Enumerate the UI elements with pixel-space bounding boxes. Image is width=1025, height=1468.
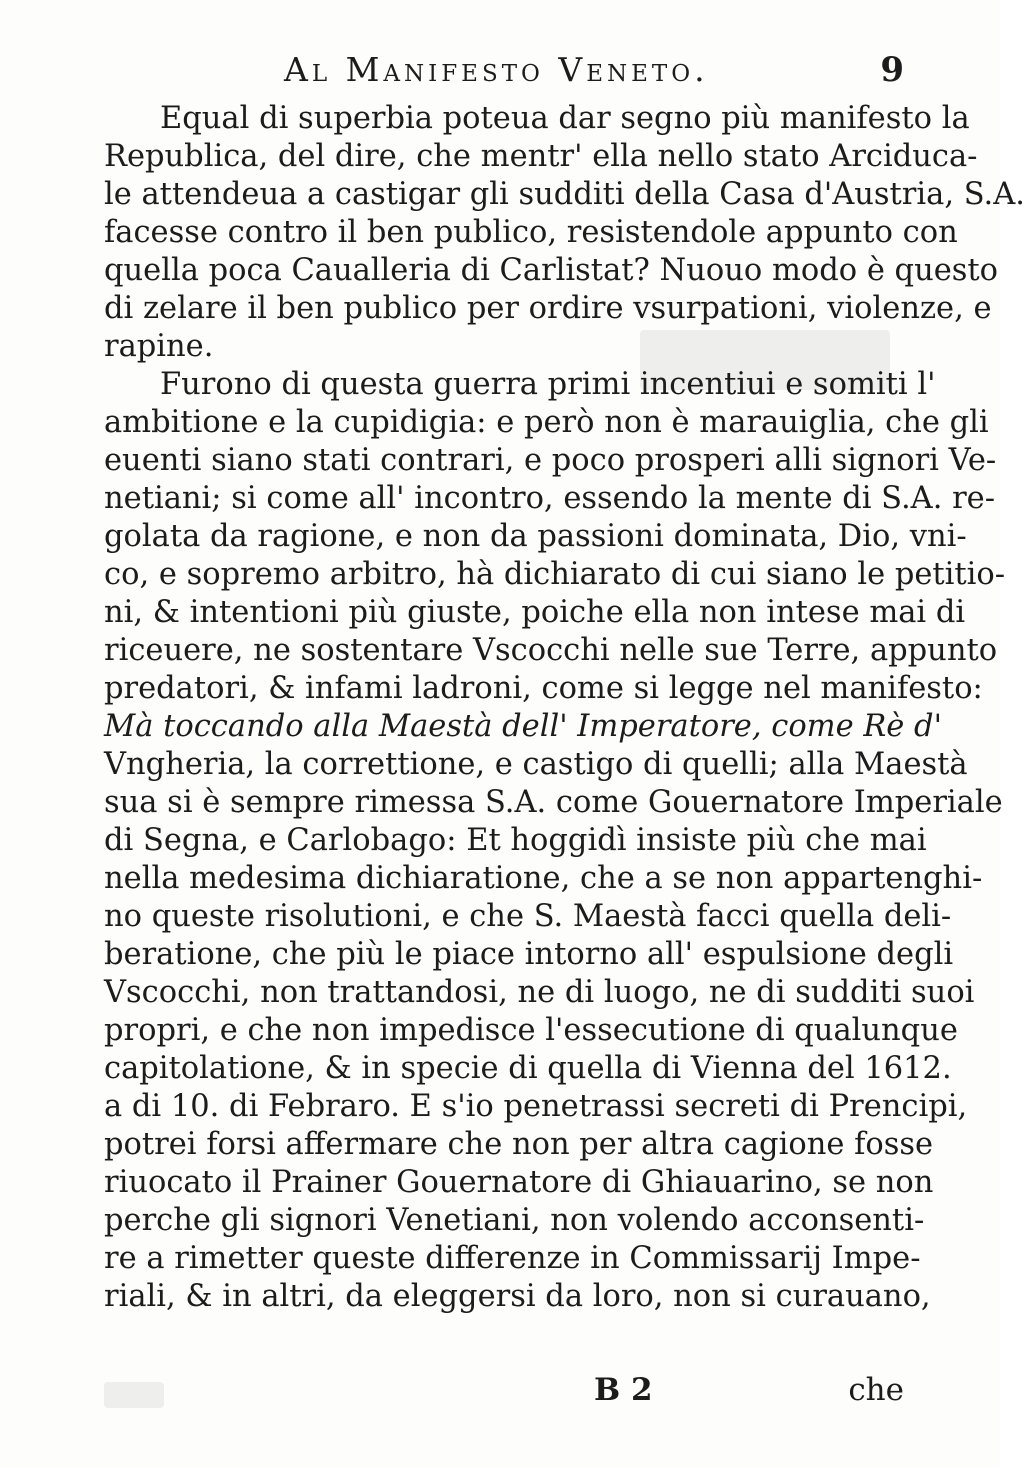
text-line: ni, & intentioni più giuste, poiche ella non intese mai di	[104, 595, 966, 630]
page-number: 9	[880, 50, 904, 90]
text-line: potrei forsi affermare che non per altra cagione fosse	[104, 1127, 934, 1162]
text-line: no queste risolutioni, e che S. Maestà facci quella deli-	[104, 899, 952, 934]
text-line: nella medesima dichiaratione, che a se non appartenghi-	[104, 861, 983, 896]
text-line: perche gli signori Venetiani, non volendo acconsenti-	[104, 1203, 925, 1238]
text-line: di Segna, e Carlobago: Et hoggidì insiste più che mai	[104, 823, 927, 858]
text-line: le attendeua a castigar gli sudditi della Casa d'Austria, S.A.	[104, 177, 1025, 212]
text-line: euenti siano stati contrari, e poco prosperi alli signori Ve-	[104, 443, 997, 478]
text-line: Vscocchi, non trattandosi, ne di luogo, ne di sudditi suoi	[104, 975, 975, 1010]
catchword: che	[848, 1372, 904, 1408]
body-text	[104, 100, 1025, 1316]
text-line: riali, & in altri, da eleggersi da loro, non si curauano,	[104, 1279, 931, 1314]
text-line: facesse contro il ben publico, resistendole appunto con	[104, 215, 958, 250]
text-line: a di 10. di Febraro. E s'io penetrassi secreti di Prencipi,	[104, 1089, 968, 1124]
text-line: riceuere, ne sostentare Vscocchi nelle sue Terre, appunto	[104, 633, 998, 668]
text-line: Republica, del dire, che mentr' ella nello stato Arciduca-	[104, 139, 978, 174]
text-line: riuocato il Prainer Gouernatore di Ghiauarino, se non	[104, 1165, 934, 1200]
signature-mark: B 2	[594, 1372, 653, 1408]
running-head-title: Al Manifesto Veneto.	[284, 50, 709, 89]
text-line: co, e sopremo arbitro, hà dichiarato di cui siano le petitio-	[104, 557, 1006, 592]
text-line: Vngheria, la correttione, e castigo di quelli; alla Maestà	[104, 747, 968, 782]
text-line: Furono di questa guerra primi incentiui e somiti l'	[160, 367, 936, 402]
text-line: netiani; si come all' incontro, essendo la mente di S.A. re-	[104, 481, 996, 516]
page-footer	[104, 1372, 904, 1412]
text-line: Mà toccando alla Maestà dell' Imperatore, come Rè d'	[104, 709, 942, 744]
text-line: re a rimetter queste differenze in Commissarij Impe-	[104, 1241, 921, 1276]
text-line: di zelare il ben publico per ordire vsurpationi, violenze, e	[104, 291, 992, 326]
text-line: golata da ragione, e non da passioni dominata, Dio, vni-	[104, 519, 967, 554]
text-line: predatori, & infami ladroni, come si legge nel manifesto:	[104, 671, 983, 706]
text-line: capitolatione, & in specie di quella di Vienna del 1612.	[104, 1051, 952, 1086]
text-line: quella poca Caualleria di Carlistat? Nuouo modo è questo	[104, 253, 999, 288]
text-line: sua si è sempre rimessa S.A. come Gouernatore Imperiale	[104, 785, 1003, 820]
text-line: Equal di superbia poteua dar segno più manifesto la	[160, 101, 970, 136]
text-line: rapine.	[104, 329, 214, 364]
text-line: ambitione e la cupidigia: e però non è marauiglia, che gli	[104, 405, 989, 440]
running-head	[104, 50, 904, 94]
text-line: beratione, che più le piace intorno all' espulsione degli	[104, 937, 954, 972]
text-line: propri, e che non impedisce l'essecutione di qualunque	[104, 1013, 958, 1048]
